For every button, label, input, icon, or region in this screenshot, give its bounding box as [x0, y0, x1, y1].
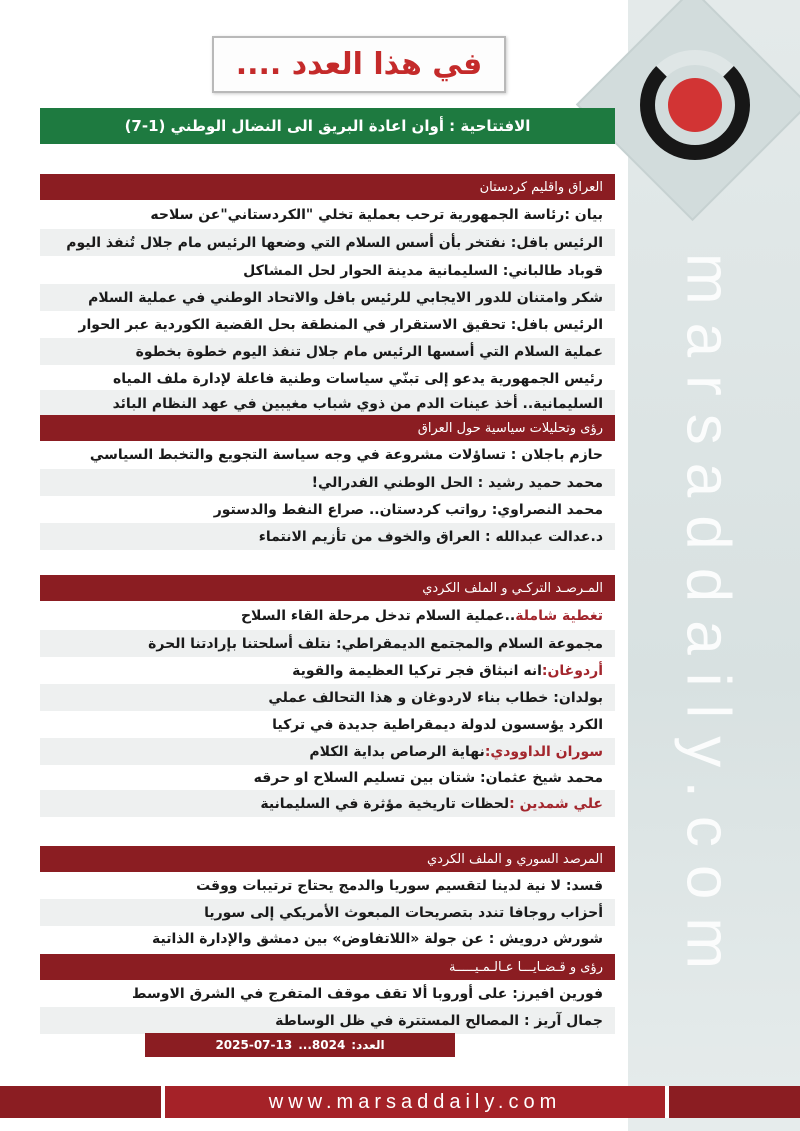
- issue-label: العدد:: [351, 1038, 385, 1052]
- section-heading-label: العراق واقليم كردستان: [479, 179, 603, 195]
- section-heading-label: المرصد السوري و الملف الكردي: [426, 851, 603, 867]
- list-item[interactable]: [40, 523, 615, 550]
- item-text: ..عملية السلام تدخل مرحلة القاء السلاح: [240, 607, 516, 624]
- page-title: في هذا العدد ....: [235, 47, 483, 82]
- item-text: محمد النصراوي: رواتب كردستان.. صراع النفط والدستور: [213, 501, 603, 518]
- footer-url-link[interactable]: [165, 1086, 665, 1118]
- list-item[interactable]: [40, 980, 615, 1007]
- item-lead: سوران الداوودي:: [484, 743, 603, 760]
- item-text: أحزاب روجافا تندد بتصريحات المبعوث الأمريكي إلى سوريا: [204, 904, 603, 921]
- list-item[interactable]: [40, 711, 615, 738]
- editorial-headline[interactable]: [40, 108, 615, 144]
- item-text: شورش درويش : عن جولة «اللاتفاوض» بين دمشق والإدارة الذاتية: [152, 930, 603, 947]
- list-item[interactable]: [40, 311, 615, 338]
- section-heading-label: رؤى وتحليلات سياسية حول العراق: [417, 420, 603, 436]
- item-text: مجموعة السلام والمجتمع الديمقراطي: نتلف أسلحتنا بإرادتنا الحرة: [148, 635, 603, 652]
- page-title-box: [212, 36, 506, 93]
- item-text: محمد شيخ عثمان: شتان بين تسليم السلاح او حرقه: [253, 769, 603, 786]
- list-item[interactable]: [40, 496, 615, 523]
- list-item[interactable]: [40, 284, 615, 311]
- list-item[interactable]: [40, 872, 615, 899]
- issue-info: [145, 1033, 455, 1057]
- list-item[interactable]: [40, 899, 615, 926]
- item-text: قوباد طالباني: السليمانية مدينة الحوار لحل المشاكل: [243, 262, 603, 279]
- vertical-brand-url: marsaddaily.com: [673, 252, 743, 988]
- list-item[interactable]: [40, 738, 615, 765]
- section-heading-label: رؤى و قـضـايـــا عـالـمـيـــــة: [448, 959, 603, 975]
- item-text: بيان :رئاسة الجمهورية ترحب بعملية تخلي "الكردستاني"عن سلاحه: [150, 206, 603, 223]
- item-text: فورين افيرز: على أوروبا ألا تقف موقف المتفرج في الشرق الاوسط: [132, 985, 603, 1002]
- item-text: الكرد يؤسسون لدولة ديمقراطية جديدة في تركيا: [272, 716, 603, 733]
- item-text: رئيس الجمهورية يدعو إلى تبنّي سياسات وطنية فاعلة لإدارة ملف المياه: [113, 370, 603, 387]
- footer-url: www.marsaddaily.com: [268, 1090, 562, 1113]
- list-item[interactable]: [40, 630, 615, 657]
- list-item[interactable]: [40, 469, 615, 496]
- section-heading-label: المـرصـد التركـي و الملف الكردي: [422, 580, 603, 596]
- item-text: حازم باجلان : تساؤلات مشروعة في وجه سياسة التجويع والتخبط السياسي: [89, 446, 603, 463]
- section-heading-global-issues: [40, 954, 615, 980]
- item-lead: تغطية شاملة: [515, 607, 603, 624]
- item-text: السليمانية.. أخذ عينات الدم من ذوي شباب مغيبين في عهد النظام البائد: [112, 395, 603, 412]
- item-text: عملية السلام التي أسسها الرئيس مام جلال تنفذ اليوم خطوة بخطوة: [135, 343, 603, 360]
- section-heading-iraq-kurdistan: [40, 174, 615, 200]
- item-lead: أردوغان:: [541, 662, 603, 679]
- item-text: نهاية الرصاص بداية الكلام: [309, 743, 485, 760]
- list-item[interactable]: [40, 201, 615, 228]
- item-text: انه انبثاق فجر تركيا العظيمة والقوية: [292, 662, 542, 679]
- section-heading-syrian-observatory: [40, 846, 615, 872]
- item-text: محمد حميد رشيد : الحل الوطني الفدرالي!: [311, 474, 603, 491]
- list-item[interactable]: [40, 441, 615, 468]
- item-text: جمال آريز : المصالح المستترة في ظل الوساطة: [275, 1012, 603, 1029]
- footer-divider: [161, 1086, 165, 1118]
- list-item[interactable]: [40, 602, 615, 629]
- item-text: د.عدالت عبدالله : العراق والخوف من تأزيم الانتماء: [258, 528, 603, 545]
- list-item[interactable]: [40, 257, 615, 284]
- issue-number: 8024...: [298, 1038, 346, 1052]
- list-item[interactable]: [40, 764, 615, 791]
- item-text: لحظات تاريخية مؤثرة في السليمانية: [260, 795, 510, 812]
- footer-divider: [665, 1086, 669, 1118]
- list-item[interactable]: [40, 925, 615, 952]
- list-item[interactable]: [40, 1007, 615, 1034]
- list-item[interactable]: [40, 684, 615, 711]
- list-item[interactable]: [40, 390, 615, 417]
- section-heading-iraq-analysis: [40, 415, 615, 441]
- list-item[interactable]: [40, 790, 615, 817]
- item-text: قسد: لا نية لدينا لتقسيم سوريا والدمج يحتاج ترتيبات ووقت: [196, 877, 603, 894]
- issue-date: 2025-07-13: [215, 1038, 293, 1052]
- list-item[interactable]: [40, 657, 615, 684]
- item-text: الرئيس بافل: نفتخر بأن أسس السلام التي وضعها الرئيس مام جلال تُنفذ اليوم: [66, 234, 603, 251]
- item-lead: علي شمدين :: [509, 795, 603, 812]
- list-item[interactable]: [40, 229, 615, 256]
- item-text: بولدان: خطاب بناء لاردوغان و هذا التحالف عملي: [268, 689, 603, 706]
- editorial-text: الافتتاحية : أوان اعادة البريق الى النضال الوطني (1-7): [124, 117, 531, 135]
- side-strip: [618, 0, 628, 1131]
- list-item[interactable]: [40, 338, 615, 365]
- logo-dot: [668, 78, 722, 132]
- list-item[interactable]: [40, 365, 615, 392]
- section-heading-turkish-observatory: [40, 575, 615, 601]
- item-text: الرئيس بافل: تحقيق الاستقرار في المنطقة بحل القضية الكوردية عبر الحوار: [78, 316, 603, 333]
- item-text: شكر وامتنان للدور الايجابي للرئيس بافل والاتحاد الوطني في عملية السلام: [88, 289, 603, 306]
